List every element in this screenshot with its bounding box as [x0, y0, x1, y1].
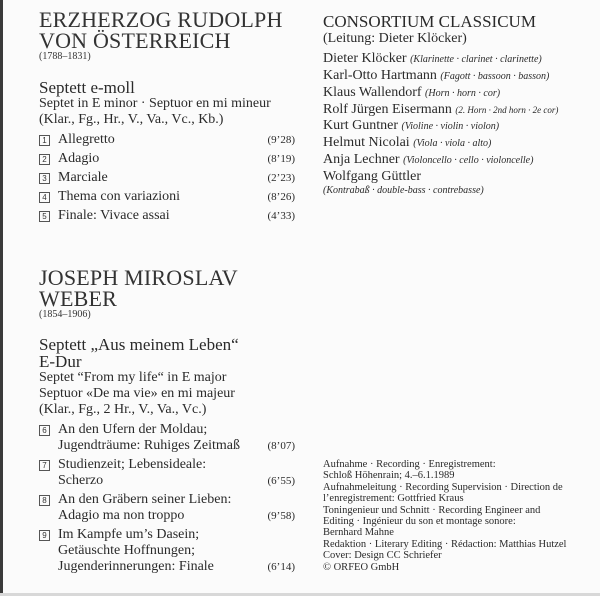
composer-lifespan: (1854–1906) — [39, 309, 91, 320]
track-item — [39, 151, 295, 167]
composer-name-line: WEBER — [39, 286, 117, 311]
track-item — [39, 457, 295, 489]
program-column — [39, 0, 295, 575]
left-edge-border — [0, 0, 3, 596]
work-instrumentation: (Klar., Fg., 2 Hr., V., Va., Vc.) — [39, 402, 207, 417]
credit-line: Cover: Design CC Schriefer — [323, 550, 442, 562]
performer-name: Helmut Nicolai — [323, 135, 410, 150]
track-item — [39, 170, 295, 186]
performers-column — [323, 0, 593, 196]
track-item — [39, 208, 295, 224]
performer-instrument: (Klarinette · clarinet · clarinette) — [410, 54, 542, 65]
performer-instrument: (2. Horn · 2nd horn · 2e cor) — [455, 105, 559, 115]
performer-list — [323, 51, 593, 196]
performer-name: Klaus Wallendorf — [323, 85, 422, 100]
track-item — [39, 132, 295, 148]
work-title-line: Septett „Aus meinem Leben“ — [39, 335, 239, 354]
credit-line: Aufnahmeleitung · Recording Supervision · Direction de — [323, 481, 563, 493]
track-number-box: 2 — [39, 154, 50, 165]
track-title: Thema con variazioni — [58, 189, 181, 204]
performer-instrument: (Horn · horn · cor) — [425, 88, 501, 99]
performer — [323, 85, 593, 102]
track-item — [39, 527, 295, 575]
track-number-box: 1 — [39, 135, 50, 146]
track-number-box: 8 — [39, 495, 50, 506]
track-item — [39, 189, 295, 205]
performer — [323, 118, 593, 135]
performer-instrument: (Violoncello · cello · violoncelle) — [403, 155, 534, 166]
track-title: Adagio — [58, 151, 100, 166]
performer — [323, 51, 593, 68]
work-subtitle: Septet in E minor · Septuor en mi mineur — [39, 96, 271, 111]
track-list — [39, 422, 295, 575]
track-number-box: 7 — [39, 460, 50, 471]
track-title: An den Gräbern seiner Lieben: Adagio ma non troppo — [58, 492, 232, 523]
performer-name: Dieter Klöcker — [323, 51, 407, 66]
track-duration: (6’14) — [267, 561, 295, 573]
performer — [323, 152, 593, 169]
track-title: Im Kampfe um’s Dasein; Getäuschte Hoffnungen; Jugenderinnerungen: Finale — [58, 527, 214, 574]
track-duration: (2’23) — [267, 172, 295, 184]
ensemble-leader: (Leitung: Dieter Klöcker) — [323, 31, 467, 46]
track-item — [39, 492, 295, 524]
performer-name: Karl-Otto Hartmann — [323, 68, 437, 83]
track-number-box: 6 — [39, 425, 50, 436]
track-title: Allegretto — [58, 132, 115, 147]
track-duration: (8’07) — [267, 440, 295, 452]
track-number-box: 3 — [39, 173, 50, 184]
credit-line: Aufnahme · Recording · Enregistrement: — [323, 459, 496, 470]
ensemble-name: CONSORTIUM CLASSICUM — [323, 12, 536, 31]
track-number-box: 9 — [39, 530, 50, 541]
performer — [323, 135, 593, 152]
track-duration: (4’33) — [267, 210, 295, 222]
performer-instrument: (Viola · viola · alto) — [413, 138, 492, 149]
copyright: © ORFEO GmbH — [323, 561, 400, 573]
work-1 — [39, 0, 295, 224]
composer-name-line: ERZHERZOG RUDOLPH — [39, 7, 283, 32]
performer — [323, 102, 593, 118]
track-duration: (8’19) — [267, 153, 295, 165]
track-number-box: 5 — [39, 211, 50, 222]
performer-name: Rolf Jürgen Eisermann — [323, 102, 452, 117]
credit-line: Schloß Höhenrain; 4.–6.1.1989 — [323, 470, 455, 482]
track-number-box: 4 — [39, 192, 50, 203]
work-subtitle: Septuor «De ma vie» en mi majeur — [39, 386, 235, 401]
track-title: Studienzeit; Lebensideale: Scherzo — [58, 457, 207, 488]
performer-name: Wolfgang Güttler — [323, 169, 422, 184]
work-title: Septett e-moll — [39, 78, 135, 97]
track-duration: (6’55) — [267, 475, 295, 487]
performer — [323, 68, 593, 85]
credit-line: l’enregistrement: Gottfried Kraus — [323, 493, 464, 505]
performer-name: Kurt Guntner — [323, 118, 399, 133]
performer-instrument: (Fagott · bassoon · basson) — [440, 71, 550, 82]
credit-line: Toningenieur und Schnitt · Recording Engineer and — [323, 504, 541, 516]
track-title: Finale: Vivace assai — [58, 208, 170, 223]
performer-name: Anja Lechner — [323, 152, 400, 167]
work-instrumentation: (Klar., Fg., Hr., V., Va., Vc., Kb.) — [39, 112, 224, 127]
composer-name-line: VON ÖSTERREICH — [39, 28, 231, 53]
performer — [323, 169, 593, 196]
performer-instrument: (Kontrabaß · double-bass · contrebasse) — [323, 185, 484, 196]
composer-lifespan: (1788–1831) — [39, 51, 91, 62]
track-list — [39, 132, 295, 224]
work-2 — [39, 224, 295, 575]
work-subtitle: Septet “From my life“ in E major — [39, 370, 227, 385]
credit-line: Redaktion · Literary Editing · Rédaction: Matthias Hutzel — [323, 538, 567, 550]
recording-credits — [323, 459, 593, 573]
credit-line: Editing · Ingénieur du son et montage sonore: — [323, 516, 516, 528]
credit-line: Bernhard Mahne — [323, 527, 394, 539]
work-title-line: E-Dur — [39, 352, 82, 371]
track-duration: (9’28) — [267, 134, 295, 146]
composer-name-line: JOSEPH MIROSLAV — [39, 265, 238, 290]
track-duration: (9’58) — [267, 510, 295, 522]
track-duration: (8’26) — [267, 191, 295, 203]
track-title: Marciale — [58, 170, 108, 185]
track-title: An den Ufern der Moldau; Jugendträume: Ruhiges Zeitmaß — [58, 422, 240, 453]
performer-instrument: (Violine · violin · violon) — [401, 121, 500, 132]
track-item — [39, 422, 295, 454]
